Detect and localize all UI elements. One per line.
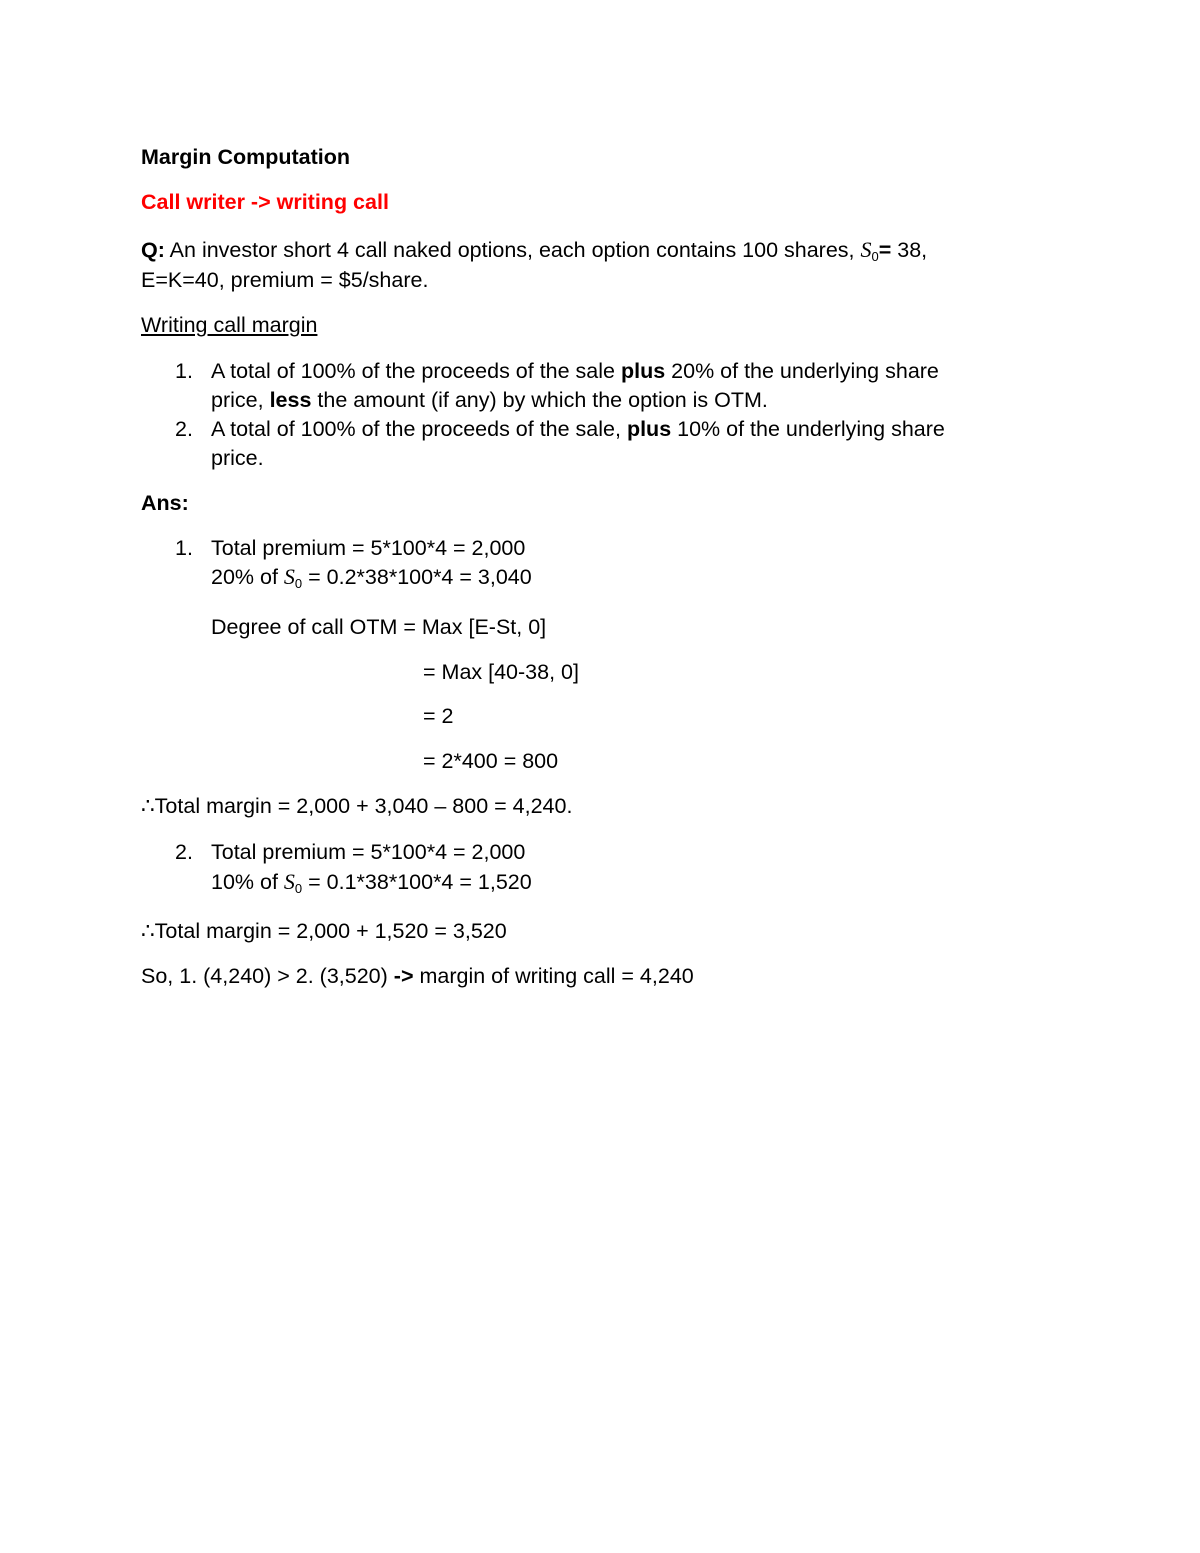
rule-2-line-1 — [211, 414, 945, 444]
question-line-2: E=K=40, premium = $5/share. — [141, 268, 429, 292]
rules-heading: Writing call margin — [141, 313, 318, 337]
answer-2-pct-a: 10% of — [211, 870, 284, 894]
s-subscript: 0 — [294, 881, 303, 896]
rule-1-line2-bold: less — [269, 388, 312, 412]
rule-1-line-1 — [211, 356, 939, 386]
rule-2-number: 2. — [175, 417, 193, 441]
answer-2-pct-b: = 0.1*38*100*4 = 1,520 — [302, 870, 532, 894]
answer-1-pct — [211, 562, 532, 599]
s-letter: S — [860, 237, 872, 262]
conclusion-a: So, 1. (4,240) > 2. (3,520) — [141, 964, 394, 988]
answer-1-number: 1. — [175, 536, 193, 560]
answer-1-otm-line: Degree of call OTM = Max [E-St, 0] — [211, 615, 547, 639]
rule-2-bold: plus — [626, 417, 672, 441]
rule-1-text-a: A total of 100% of the proceeds of the sale — [211, 359, 621, 383]
answer-1-pct-a: 20% of — [211, 565, 284, 589]
rule-2-text-a: A total of 100% of the proceeds of the sale, — [211, 417, 627, 441]
answer-1-total: ∴Total margin = 2,000 + 3,040 – 800 = 4,240. — [141, 794, 573, 818]
answer-1-otm-step3: = 2 — [423, 704, 454, 728]
answer-label: Ans: — [141, 491, 189, 515]
answer-1-pct-b: = 0.2*38*100*4 = 3,040 — [302, 565, 532, 589]
section-subtitle: Call writer -> writing call — [141, 190, 389, 214]
answer-1-premium: Total premium = 5*100*4 = 2,000 — [211, 536, 526, 560]
question-text-part1: An investor short 4 call naked options, each option contains 100 shares, — [164, 238, 861, 262]
page-title: Margin Computation — [141, 145, 351, 169]
conclusion — [141, 961, 694, 991]
rule-2-text-c: 10% of the underlying share — [671, 417, 945, 441]
s0-symbol — [284, 869, 302, 894]
rule-1-bold: plus — [620, 359, 666, 383]
rule-1-line2-a: price, — [211, 388, 270, 412]
s0-symbol — [284, 564, 302, 589]
question-label: Q: — [141, 238, 165, 262]
rule-2-line-2: price. — [211, 446, 264, 470]
rule-1-line-2 — [211, 385, 768, 415]
conclusion-c: margin of writing call = 4,240 — [413, 964, 694, 988]
equals-sign: = — [878, 238, 892, 262]
rule-1-text-c: 20% of the underlying share — [665, 359, 939, 383]
s-letter: S — [283, 869, 295, 894]
s-letter: S — [283, 564, 295, 589]
answer-2-total: ∴Total margin = 2,000 + 1,520 = 3,520 — [141, 919, 507, 943]
conclusion-arrow: -> — [393, 964, 414, 988]
question-text-part2: 38, — [891, 238, 928, 262]
answer-2-pct — [211, 867, 532, 904]
answer-2-number: 2. — [175, 840, 193, 864]
answer-1-otm-step2: = Max [40-38, 0] — [423, 660, 579, 684]
answer-2-premium: Total premium = 5*100*4 = 2,000 — [211, 840, 526, 864]
s0-symbol — [861, 237, 879, 262]
answer-1-otm-step4: = 2*400 = 800 — [423, 749, 559, 773]
s-subscript: 0 — [294, 576, 303, 591]
rule-1-number: 1. — [175, 359, 193, 383]
rule-1-line2-c: the amount (if any) by which the option is OTM. — [311, 388, 768, 412]
s-subscript: 0 — [871, 249, 879, 264]
